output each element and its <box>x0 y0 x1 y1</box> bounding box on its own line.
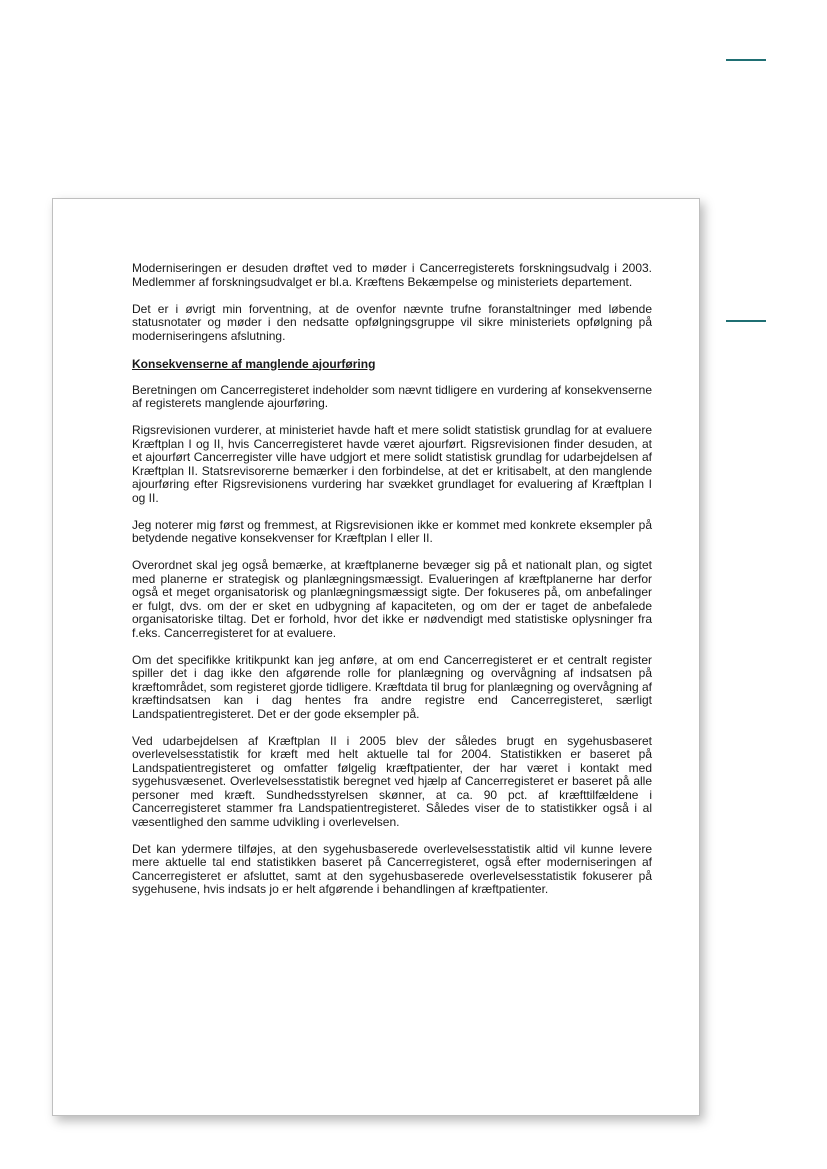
paragraph-expectation: Det er i øvrigt min forventning, at de ovenfor nævnte trufne foranstaltninger med løbende statusnotater og møder i den nedsatte opfølgningsgruppe vil sikre ministeriets opfølgning på moderniseringens afslutning. <box>132 301 652 343</box>
scanned-letter-page <box>52 198 700 1116</box>
paragraph-no-examples: Jeg noterer mig først og fremmest, at Rigsrevisionen ikke er kommet med konkrete eksempler på betydende negative konsekvenser for Kræftplan I eller II. <box>132 517 652 545</box>
paragraph-additional-note: Det kan ydermere tilføjes, at den sygehusbaserede overlevelsesstatistik altid vil kunne levere mere aktuelle tal end statistikken baseret på Cancerregisteret, også efter moderniseringen af Cancerregisteret er afsluttet, samt at den sygehusbaserede overlevelsesstatistik fokuserer på sygehusene, hvis indsats jo er helt afgørende i behandlingen af kræftpatienter. <box>132 841 652 896</box>
section-heading: Konsekvenserne af manglende ajourføring <box>132 356 376 371</box>
paragraph-survival-statistics: Ved udarbejdelsen af Kræftplan II i 2005 blev der således brugt en sygehusbaseret overlevelsesstatistik for kræft med helt aktuelle tal for 2004. Statistikken er baseret på Landspatientregisteret og omfatter følgelig kræftpatienter, der har været i kontakt med sygehusvæsenet. Overlevelsesstatistik beregnet ved hjælp af Cancerregisteret er baseret på alle personer med kræft. Sundhedsstyrelsen skønner, at ca. 90 pct. af kræfttilfældene i Cancerregisteret stammer fra Landspatientregisteret. Således viser de to statistikker også i al væsentlighed den samme udvikling i overlevelsen. <box>132 733 652 829</box>
paragraph-specific-criticism: Om det specifikke kritikpunkt kan jeg anføre, at om end Cancerregisteret er et centralt register spiller det i dag ikke den afgørende rolle for planlægning og overvågning af indsatsen på kræftområdet, som registeret gjorde tidligere. Kræftdata til brug for planlægning og overvågning af kræftindsatsen kan i dag hentes fra andre registre end Cancerregisteret, særligt Landspatientregisteret. Det er der gode eksempler på. <box>132 652 652 721</box>
accent-rule-top <box>726 59 766 61</box>
letter-body <box>132 262 652 910</box>
paragraph-modernisation-meetings: Moderniseringen er desuden drøftet ved to møder i Cancerregisterets forskningsudvalg i 2003. Medlemmer af forskningsudvalget er bl.a. Kræftens Bekæmpelse og ministeriets departement. <box>132 261 652 289</box>
paragraph-report-assessment: Beretningen om Cancerregisteret indeholder som nævnt tidligere en vurdering af konsekvenserne af registerets manglende ajourføring. <box>132 382 652 410</box>
paragraph-national-plan: Overordnet skal jeg også bemærke, at kræftplanerne bevæger sig på et nationalt plan, og sigtet med planerne er strategisk og planlægningsmæssigt. Evalueringen af kræftplanerne har derfor også et meget organisatorisk og planlægningsmæssigt sigte. Der fokuseres på, om anbefalinger er fulgt, dvs. om der er sket en udbygning af kapaciteten, og om der er taget de anbefalede organisatoriske tiltag. Det er forhold, hvor det ikke er nødvendigt med statistiske oplysninger fra f.eks. Cancerregisteret for at evaluere. <box>132 558 652 640</box>
accent-rule-middle <box>726 320 766 322</box>
paragraph-rigsrevisionen-assessment: Rigsrevisionen vurderer, at ministeriet havde haft et mere solidt statistisk grundlag for at evaluere Kræftplan I og II, hvis Cancerregisteret havde været ajourført. Rigsrevisionen finder desuden, at et ajourført Cancerregister ville have udgjort et mere solidt statistisk grundlag for udarbejdelsen af Kræftplan II. Statsrevisorerne bemærker i den forbindelse, at det er kritisabelt, at den manglende ajourføring efter Rigsrevisionens vurdering har svækket grundlaget for evaluering af Kræftplan I og II. <box>132 423 652 505</box>
